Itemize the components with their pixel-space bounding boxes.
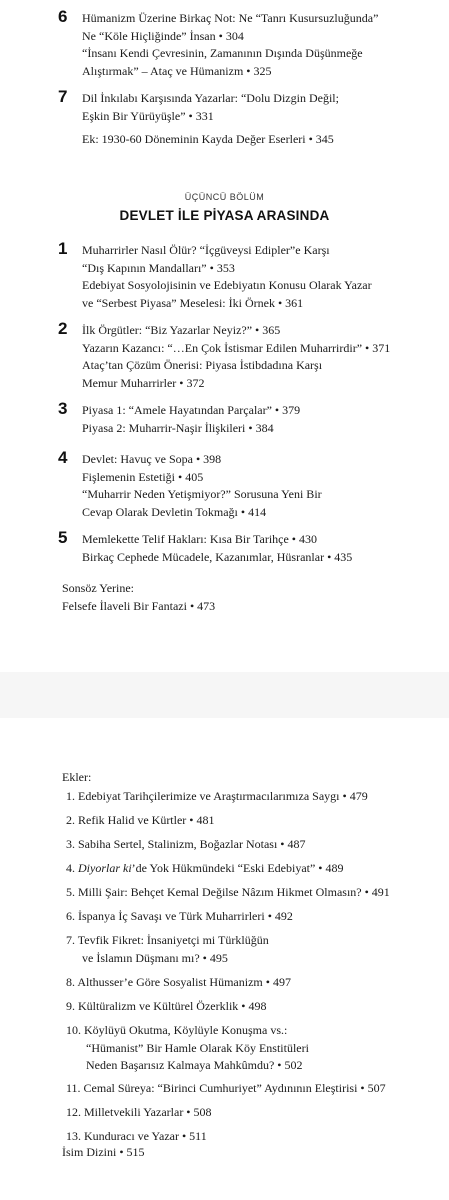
appendix-line: 9. Kültüralizm ve Kültürel Özerklik • 498 xyxy=(66,999,267,1013)
appendix-item xyxy=(66,932,269,967)
section-chapter-2 xyxy=(58,319,391,392)
appendix-item xyxy=(66,836,306,854)
appendix-line: 8. Althusser’e Göre Sosyalist Hümanizm • 497 xyxy=(66,975,291,989)
toc-line: Dil İnkılabı Karşısında Yazarlar: “Dolu Dizgin Değil; xyxy=(82,91,339,105)
afterword-heading: Sonsöz Yerine: xyxy=(62,581,135,595)
chapter-number: 3 xyxy=(58,399,68,418)
chapter-number: 5 xyxy=(58,528,68,547)
toc-line: Hümanizm Üzerine Birkaç Not: Ne “Tanrı Kusursuzluğunda” xyxy=(82,11,379,25)
appendix-item xyxy=(66,1104,212,1122)
section-chapter-1 xyxy=(58,239,372,312)
appendix-line: ve İslamın Düşmanı mı? • 495 xyxy=(82,950,228,965)
appendix-line: 12. Milletvekili Yazarlar • 508 xyxy=(66,1105,212,1119)
page-separator xyxy=(0,672,449,718)
toc-line: İlk Örgütler: “Biz Yazarlar Neyiz?” • 365 xyxy=(82,323,281,337)
appendix-line: 11. Cemal Süreya: “Birinci Cumhuriyet” Aydınının Eleştirisi • 507 xyxy=(66,1081,386,1095)
appendix-number: 4. xyxy=(66,861,78,875)
appendix-line: 3. Sabiha Sertel, Stalinizm, Boğazlar Notası • 487 xyxy=(66,837,306,851)
chapter-number: 4 xyxy=(58,448,68,467)
chapter-number: 1 xyxy=(58,239,68,258)
toc-line: Alıştırmak” – Ataç ve Hümanizm • 325 xyxy=(82,63,272,78)
appendix-item xyxy=(66,908,293,926)
appendix-line: 2. Refik Halid ve Kürtler • 481 xyxy=(66,813,215,827)
appendix-item xyxy=(66,1080,386,1098)
index-line: İsim Dizini • 515 xyxy=(62,1145,145,1159)
toc-line: Muharrirler Nasıl Ölür? “İçgüveysi Edipler”e Karşı xyxy=(82,243,330,257)
appendix-line: “Hümanist” Bir Hamle Olarak Köy Enstitüleri xyxy=(86,1040,309,1055)
toc-line: “İnsanı Kendi Çevresinin, Zamanının Dışında Düşünmeğe xyxy=(82,46,363,60)
appendix-item xyxy=(66,884,390,902)
toc-line: Piyasa 1: “Amele Hayatından Parçalar” • 379 xyxy=(82,403,301,417)
toc-line: Fişlemenin Estetiği • 405 xyxy=(82,469,204,484)
afterword xyxy=(62,580,215,615)
appendices-heading: Ekler: xyxy=(62,770,92,784)
appendix-line: Neden Başarısız Kalmaya Mahkûmdu? • 502 xyxy=(86,1058,303,1072)
appendix-item xyxy=(66,1022,309,1075)
appendix-item xyxy=(66,1128,207,1146)
appendix-item xyxy=(66,998,266,1016)
appendix-line: 5. Milli Şair: Behçet Kemal Değilse Nâzım Hikmet Olmasın? • 491 xyxy=(66,885,390,899)
section-label: ÜÇÜNCÜ BÖLÜM xyxy=(184,192,265,202)
toc-line: Memlekette Telif Hakları: Kısa Bir Tarihçe • 430 xyxy=(82,532,318,546)
toc-page-lower xyxy=(0,718,449,1200)
appendix-item xyxy=(66,812,215,830)
appendix-italic-title: Diyorlar ki xyxy=(78,861,132,875)
appendix-item xyxy=(66,974,291,992)
section-chapter-4 xyxy=(58,448,322,521)
chapter-7 xyxy=(58,87,339,125)
section-title: DEVLET İLE PİYASA ARASINDA xyxy=(119,208,330,223)
chapter-number: 6 xyxy=(58,7,68,26)
toc-line: Cevap Olarak Devletin Tokmağı • 414 xyxy=(82,504,267,519)
afterword-title: Felsefe İlaveli Bir Fantazi • 473 xyxy=(62,598,216,613)
toc-line: Edebiyat Sosyolojisinin ve Edebiyatın Konusu Olarak Yazar xyxy=(82,278,372,292)
toc-line: Memur Muharrirler • 372 xyxy=(82,375,205,390)
appendix-item xyxy=(66,788,368,806)
chapter-number: 2 xyxy=(58,319,68,338)
toc-line: Piyasa 2: Muharrir-Naşir İlişkileri • 384 xyxy=(82,420,274,435)
appendix-line: 13. Kunduracı ve Yazar • 511 xyxy=(66,1129,207,1143)
appendix-line: Ek: 1930-60 Döneminin Kayda Değer Eserleri • 345 xyxy=(82,132,334,146)
toc-line: Ataç’tan Çözüm Önerisi: Piyasa İstibdadına Karşı xyxy=(82,358,323,372)
section-chapter-3 xyxy=(58,399,301,437)
toc-line: “Dış Kapının Mandalları” • 353 xyxy=(82,260,235,275)
appendix-line: 1. Edebiyat Tarihçilerimize ve Araştırmacılarımıza Saygı • 479 xyxy=(66,789,368,803)
section-chapter-5 xyxy=(58,528,353,566)
toc-line: “Muharrir Neden Yetişmiyor?” Sorusuna Yeni Bir xyxy=(82,487,322,501)
appendix-line: ’de Yok Hükmündeki “Eski Edebiyat” • 489 xyxy=(131,861,344,875)
appendix-line: 10. Köylüyü Okutma, Köylüyle Konuşma vs.: xyxy=(66,1023,288,1037)
appendix-line: 7. Tevfik Fikret: İnsaniyetçi mi Türklüğün xyxy=(66,933,269,947)
toc-line: Birkaç Cephede Mücadele, Kazanımlar, Hüsranlar • 435 xyxy=(82,549,353,564)
toc-line: Yazarın Kazancı: “…En Çok İstismar Edilen Muharrirdir” • 371 xyxy=(82,340,391,355)
toc-line: Devlet: Havuç ve Sopa • 398 xyxy=(82,452,222,466)
appendix-line: 6. İspanya İç Savaşı ve Türk Muharrirleri • 492 xyxy=(66,909,293,923)
appendix-item xyxy=(66,860,344,878)
toc-line: ve “Serbest Piyasa” Meselesi: İki Örnek • 361 xyxy=(82,295,304,310)
toc-line: Eşkin Bir Yürüyüşle” • 331 xyxy=(82,108,214,123)
chapter-6 xyxy=(58,7,379,80)
chapter-number: 7 xyxy=(58,87,68,106)
toc-line: Ne “Köle Hiçliğinde” İnsan • 304 xyxy=(82,28,244,43)
